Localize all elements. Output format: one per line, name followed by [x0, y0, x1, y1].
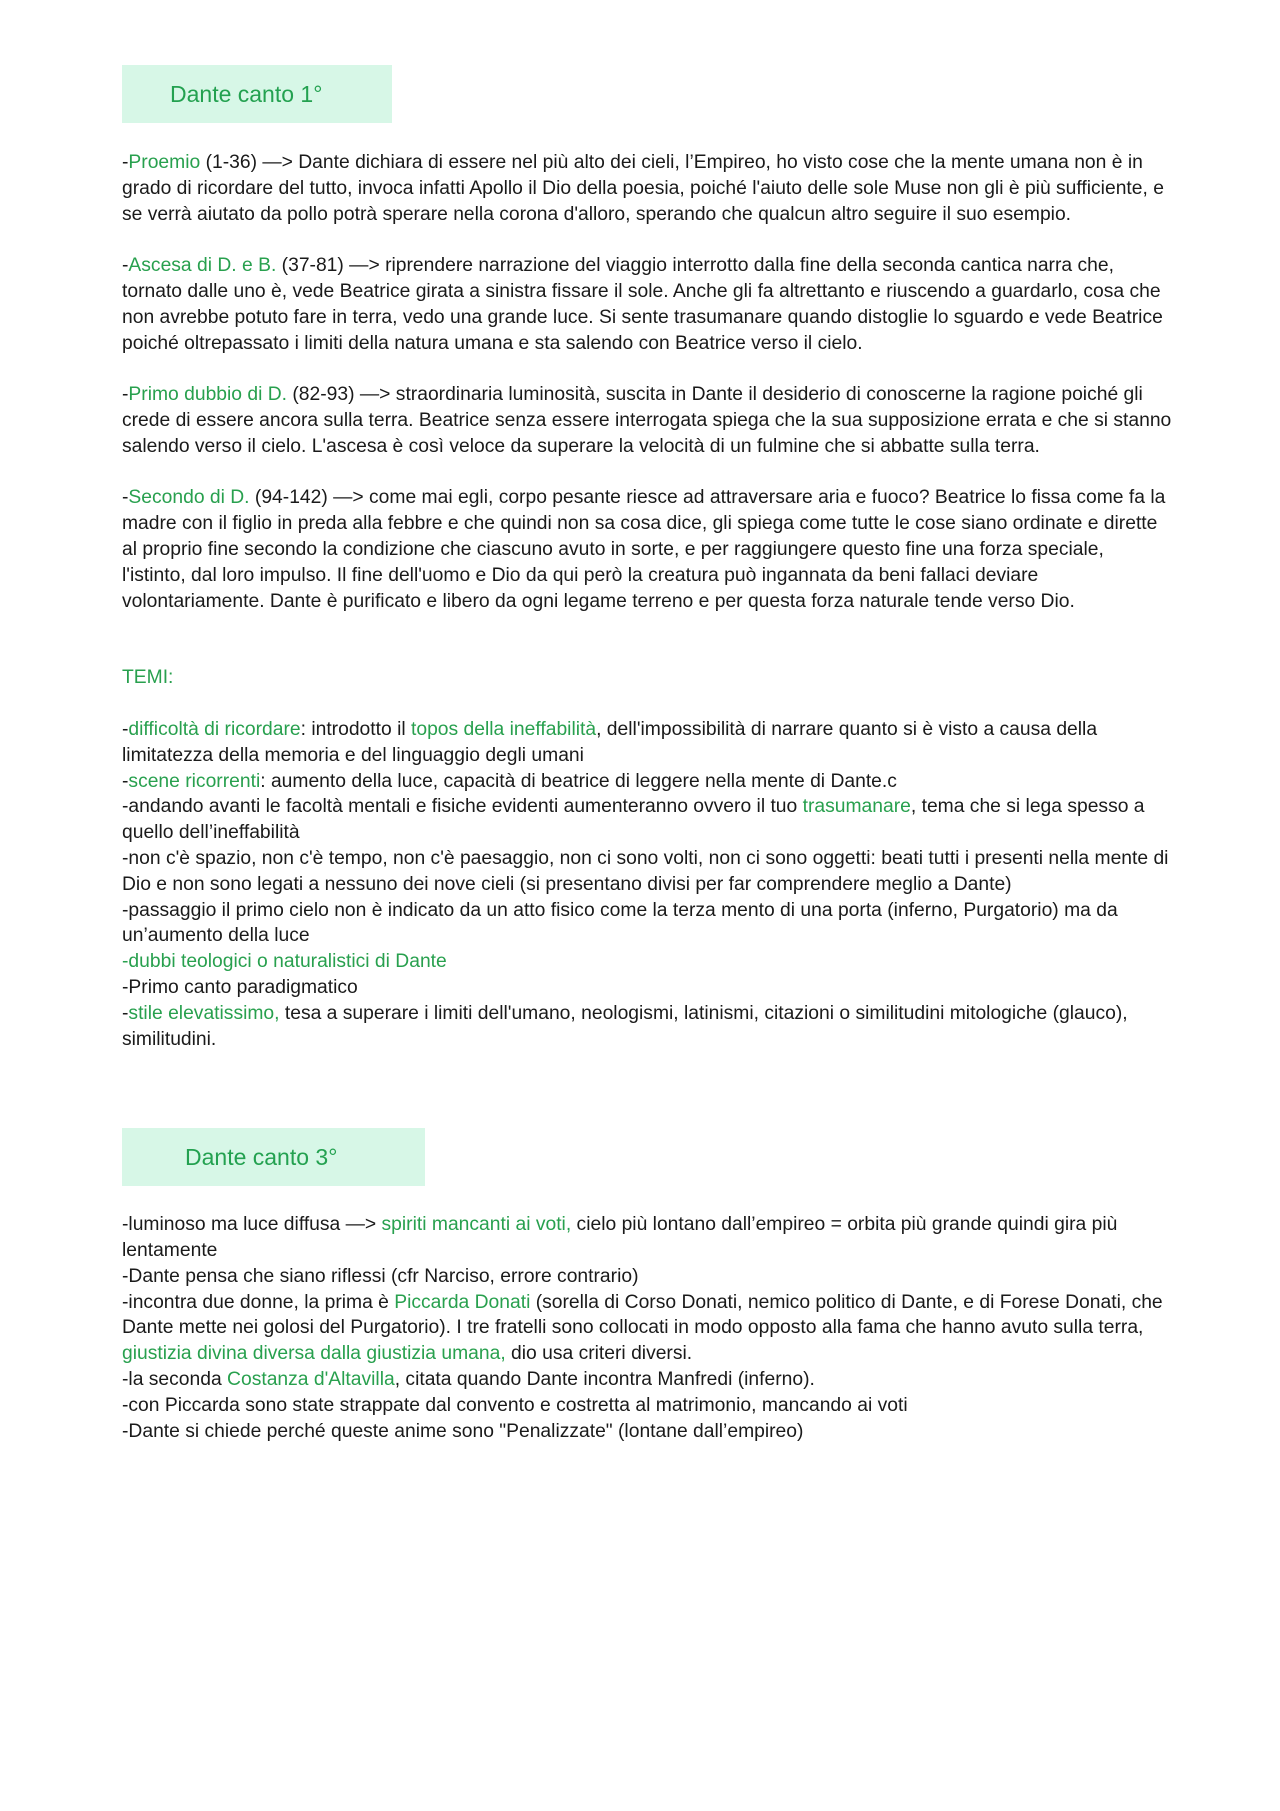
- tema-text: -andando avanti le facoltà mentali e fisiche evidenti aumenteranno ovvero il tuo: [122, 796, 803, 818]
- dash: -: [122, 951, 129, 973]
- canto-1-summary: [122, 150, 1172, 614]
- note-text: cielo più lontano dall’empireo = orbita più grande quindi gira più lentamente: [122, 1214, 1118, 1262]
- note-piccarda-voti: -con Piccarda sono state strappate dal convento e costretta al matrimonio, mancando ai voti: [122, 1394, 908, 1416]
- document-page: [122, 65, 1172, 1444]
- label-difficolta: difficoltà di ricordare: [128, 718, 301, 740]
- tema-text: tesa a superare i limiti dell'umano, neologismi, latinismi, citazioni o similitudini mitologiche (glauco), similitudini.: [122, 1002, 1128, 1050]
- label-stile: stile elevatissimo,: [128, 1002, 280, 1024]
- tema-text: : introdotto il: [300, 718, 411, 740]
- label-ascesa: Ascesa di D. e B.: [128, 255, 277, 277]
- tema-text: , dell'impossibilità di narrare quanto si è visto a causa della limitatezza della memoria e del linguaggio degli umani: [122, 718, 1098, 766]
- temi-list: [122, 717, 1172, 1052]
- paragraph-primo-dubbio: -Primo dubbio di D. (82-93) —> straordinaria luminosità, suscita in Dante il desiderio di conoscerne la ragione poiché gli crede di essere ancora sulla terra. Beatrice senza essere interrogata spiega che la sua supposizione errata e che si stanno salendo verso il cielo. L'ascesa è così veloce da superare la velocità di un fulmine che si abbatte sulla terra.: [122, 384, 1172, 457]
- note-luminoso: [122, 1212, 1172, 1264]
- label-scene: scene ricorrenti: [128, 770, 261, 792]
- tema-passaggio: -passaggio il primo cielo non è indicato da un atto fisico come la terza mento di una porta (inferno, Purgatorio) ma da un’aumento della luce: [122, 899, 1118, 947]
- paragraph-secondo-dubbio: -Secondo di D. (94-142) —> come mai egli, corpo pesante riesce ad attraversare aria e fuoco? Beatrice lo fissa come fa la madre con il figlio in preda alla febbre e che quindi non sa cosa dice, gli spiega come tutte le cose siano ordinate e dirette al proprio fine secondo la condizione che ciascuno avuto in sorte, e per raggiungere questo fine una forza speciale, l'istinto, dal loro impulso. Il fine dell'uomo e Dio da qui però la creatura può ingannata da beni fallaci deviare volontariamente. Dante è purificato e libero da ogni legame terreno e per questa forza naturale tende verso Dio.: [122, 487, 1166, 612]
- label-piccarda: Piccarda Donati: [394, 1291, 531, 1313]
- label-giustizia: giustizia divina diversa dalla giustizia umana,: [122, 1343, 506, 1365]
- tema-trasumanare: [122, 794, 1172, 846]
- tema-text: , tema che si lega spesso a quello dell’ineffabilità: [122, 796, 1145, 844]
- tema-text: : aumento della luce, capacità di beatrice di leggere nella mente di Dante.c: [260, 770, 897, 792]
- paragraph-proemio: -Proemio (1-36) —> Dante dichiara di essere nel più alto dei cieli, l’Empireo, ho visto cose che la mente umana non è in grado di ricordare del tutto, invoca infatti Apollo il Dio della poesia, poiché l'aiuto delle sole Muse non gli è più sufficiente, e se verrà aiutato da pollo potrà sperare nella corona d'alloro, sperando che qualcun altro seguire il suo esempio.: [122, 152, 1164, 225]
- tema-spazio: -non c'è spazio, non c'è tempo, non c'è paesaggio, non ci sono volti, non ci sono oggetti: beati tutti i presenti nella mente di Dio e non sono legati a nessuno dei nove cieli (si presentano divisi per far comprendere meglio a Dante): [122, 847, 1169, 895]
- tema-stile: -stile elevatissimo, tesa a superare i limiti dell'umano, neologismi, latinismi, citazioni o similitudini mitologiche (glauco), similitudini.: [122, 1002, 1128, 1050]
- heading-canto-1: Dante canto 1°: [122, 65, 392, 123]
- paragraph-ascesa: -Ascesa di D. e B. (37-81) —> riprendere narrazione del viaggio interrotto dalla fine della seconda cantica narra che, tornato dalle uno è, vede Beatrice girata a sinistra fissare il sole. Anche gli fa altrettanto e riuscendo a guardarlo, cosa che non avrebbe potuto fare in terra, vedo una grande luce. Si sente trasumanare quando distoglie lo sguardo e vede Beatrice poiché oltrepassato i limiti della natura umana e sta salendo con Beatrice verso il cielo.: [122, 255, 1163, 354]
- heading-canto-3: Dante canto 3°: [122, 1128, 425, 1186]
- label-primo-dubbio: Primo dubbio di D.: [128, 384, 288, 406]
- note-text: -luminoso ma luce diffusa —>: [122, 1214, 382, 1236]
- tema-dubbi: [122, 949, 1172, 975]
- label-proemio: Proemio: [128, 152, 201, 173]
- note-text: -la seconda: [122, 1369, 228, 1391]
- text-primo-dubbio: (82-93) —> straordinaria luminosità, suscita in Dante il desiderio di conoscerne la ragione poiché gli crede di essere ancora sulla terra. Beatrice senza essere interrogata spiega che la sua supposizione errata e che si stanno salendo verso il cielo. L'ascesa è così veloce da superare la velocità di un fulmine che si abbatte sulla terra.: [122, 384, 1172, 457]
- note-costanza: [122, 1367, 1172, 1393]
- note-text: , citata quando Dante incontra Manfredi (inferno).: [394, 1369, 815, 1391]
- label-topos: topos della ineffabilità: [411, 718, 597, 740]
- label-secondo-dubbio: Secondo di D.: [128, 487, 250, 509]
- note-text: (sorella di Corso Donati, nemico politico di Dante, e di Forese Donati, che Dante mette nei golosi del Purgatorio). I tre fratelli sono collocati in modo opposto alla fama che hanno avuto sulla terra,: [122, 1291, 1163, 1339]
- tema-paradigmatico: -Primo canto paradigmatico: [122, 976, 358, 998]
- temi-heading: TEMI:: [122, 667, 174, 689]
- note-text: dio usa criteri diversi.: [505, 1343, 693, 1365]
- label-spiriti: spiriti mancanti ai voti,: [381, 1214, 572, 1236]
- note-penalizzate: -Dante si chiede perché queste anime sono "Penalizzate" (lontane dall’empireo): [122, 1420, 804, 1442]
- label-costanza: Costanza d'Altavilla: [227, 1369, 395, 1391]
- label-dubbi: dubbi teologici o naturalistici di Dante: [128, 951, 447, 973]
- tema-scene: -scene ricorrenti: aumento della luce, capacità di beatrice di leggere nella mente di Dante.c: [122, 770, 897, 792]
- text-secondo-dubbio: (94-142) —> come mai egli, corpo pesante riesce ad attraversare aria e fuoco? Beatrice lo fissa come fa la madre con il figlio in preda alla febbre e che quindi non sa cosa dice, gli spiega come tutte le cose siano ordinate e dirette al proprio fine secondo la condizione che ciascuno avuto in sorte, e per raggiungere questo fine una forza speciale, l'istinto, dal loro impulso. Il fine dell'uomo e Dio da qui però la creatura può ingannata da beni fallaci deviare volontariamente. Dante è purificato e libero da ogni legame terreno e per questa forza naturale tende verso Dio.: [122, 487, 1166, 612]
- tema-ricordare: -difficoltà di ricordare: introdotto il topos della ineffabilità, dell'impossibilità di narrare quanto si è visto a causa della limitatezza della memoria e del linguaggio degli umani: [122, 718, 1098, 766]
- note-text: -incontra due donne, la prima è: [122, 1291, 395, 1313]
- label-trasumanare: trasumanare: [802, 796, 911, 818]
- text-ascesa: (37-81) —> riprendere narrazione del viaggio interrotto dalla fine della seconda cantica narra che, tornato dalle uno è, vede Beatrice girata a sinistra fissare il sole. Anche gli fa altrettanto e riuscendo a guardarlo, cosa che non avrebbe potuto fare in terra, vedo una grande luce. Si sente trasumanare quando distoglie lo sguardo e vede Beatrice poiché oltrepassato i limiti della natura umana e sta salendo con Beatrice verso il cielo.: [122, 255, 1163, 354]
- text-proemio: (1-36) —> Dante dichiara di essere nel più alto dei cieli, l’Empireo, ho visto cose che la mente umana non è in grado di ricordare del tutto, invoca infatti Apollo il Dio della poesia, poiché l'aiuto delle sole Muse non gli è più sufficiente, e se verrà aiutato da pollo potrà sperare nella corona d'alloro, sperando che qualcun altro seguire il suo esempio.: [122, 152, 1164, 225]
- note-riflessi: -Dante pensa che siano riflessi (cfr Narciso, errore contrario): [122, 1265, 639, 1287]
- canto-3-notes: [122, 1212, 1172, 1444]
- note-donne: [122, 1290, 1172, 1367]
